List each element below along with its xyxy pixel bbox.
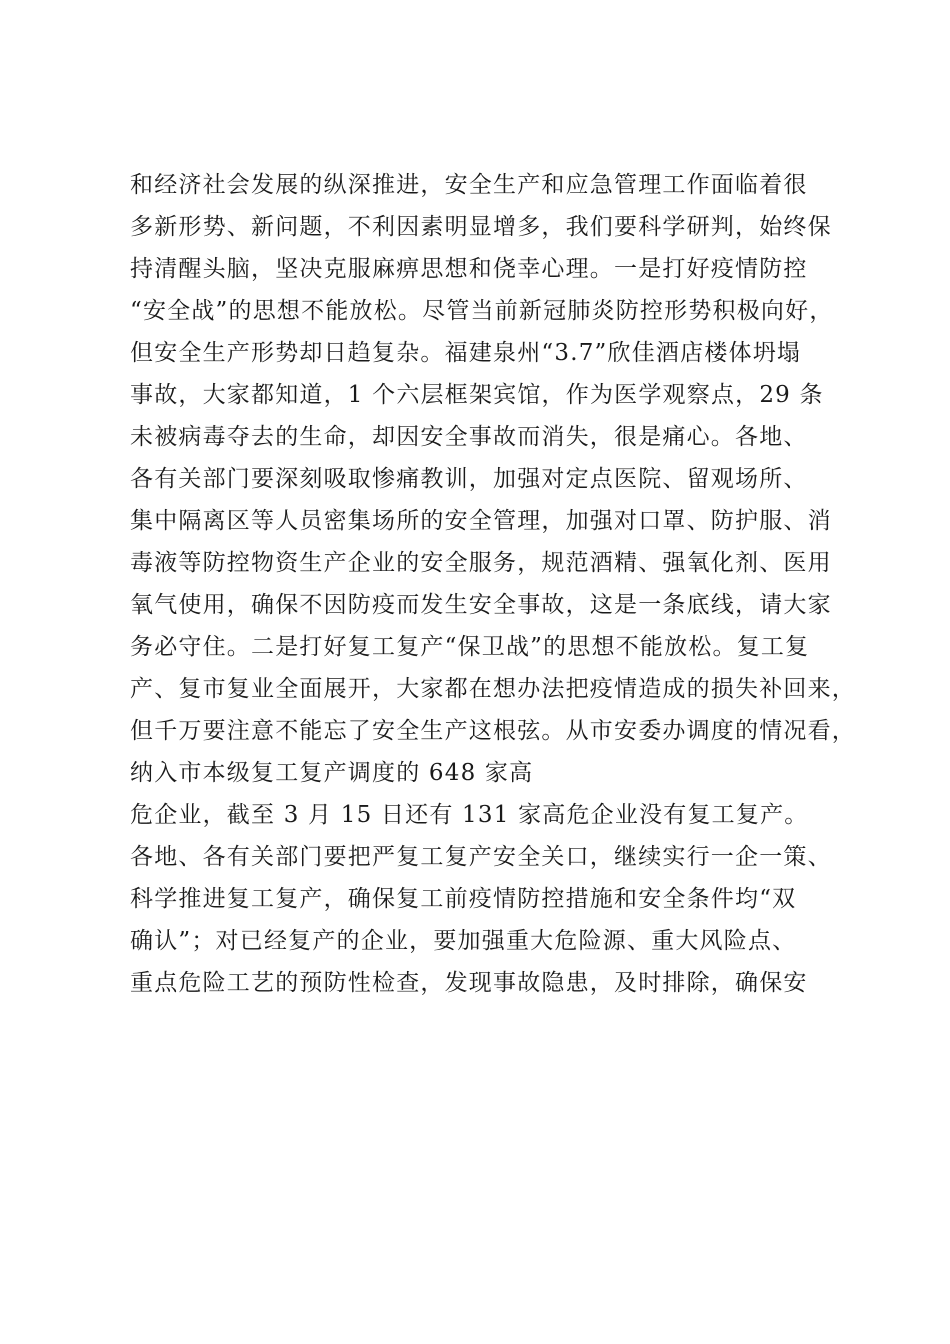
text-line: 和经济社会发展的纵深推进，安全生产和应急管理工作面临着很 [130,172,808,198]
text-line: “安全战”的思想不能放松。尽管当前新冠肺炎防控形势积极向好， [130,298,834,324]
text-line: 各有关部门要深刻吸取惨痛教训，加强对定点医院、留观场所、 [130,466,808,492]
text-line: 务必守住。二是打好复工复产“保卫战”的思想不能放松。复工复 [130,634,810,660]
text-line: 氧气使用，确保不因防疫而发生安全事故，这是一条底线，请大家 [130,592,832,618]
text-line: 纳入市本级复工复产调度的 648 家高 [130,760,534,786]
text-line: 产、复市复业全面展开，大家都在想办法把疫情造成的损失补回来， [130,676,856,702]
text-line: 科学推进复工复产，确保复工前疫情防控措施和安全条件均“双 [130,886,797,912]
text-line: 集中隔离区等人员密集场所的安全管理，加强对口罩、防护服、消 [130,508,832,534]
text-line: 但千万要注意不能忘了安全生产这根弦。从市安委办调度的情况看， [130,718,856,744]
text-line: 但安全生产形势却日趋复杂。福建泉州“3.7”欣佳酒店楼体坍塌 [130,340,802,366]
text-line: 毒液等防控物资生产企业的安全服务，规范酒精、强氧化剂、医用 [130,550,832,576]
text-line: 确认”；对已经复产的企业，要加强重大危险源、重大风险点、 [130,928,797,954]
text-line: 重点危险工艺的预防性检查，发现事故隐患，及时排除，确保安 [130,970,808,996]
text-line: 多新形势、新问题，不利因素明显增多，我们要科学研判，始终保 [130,214,832,240]
text-line: 未被病毒夺去的生命，却因安全事故而消失，很是痛心。各地、 [130,424,808,450]
text-line: 各地、各有关部门要把严复工复产安全关口，继续实行一企一策、 [130,844,832,870]
text-line: 事故，大家都知道，1 个六层框架宾馆，作为医学观察点，29 条 [130,382,824,408]
text-line: 持清醒头脑，坚决克服麻痹思想和侥幸心理。一是打好疫情防控 [130,256,808,282]
text-line: 危企业，截至 3 月 15 日还有 131 家高危企业没有复工复产。 [130,802,809,828]
body-text [130,164,870,1004]
